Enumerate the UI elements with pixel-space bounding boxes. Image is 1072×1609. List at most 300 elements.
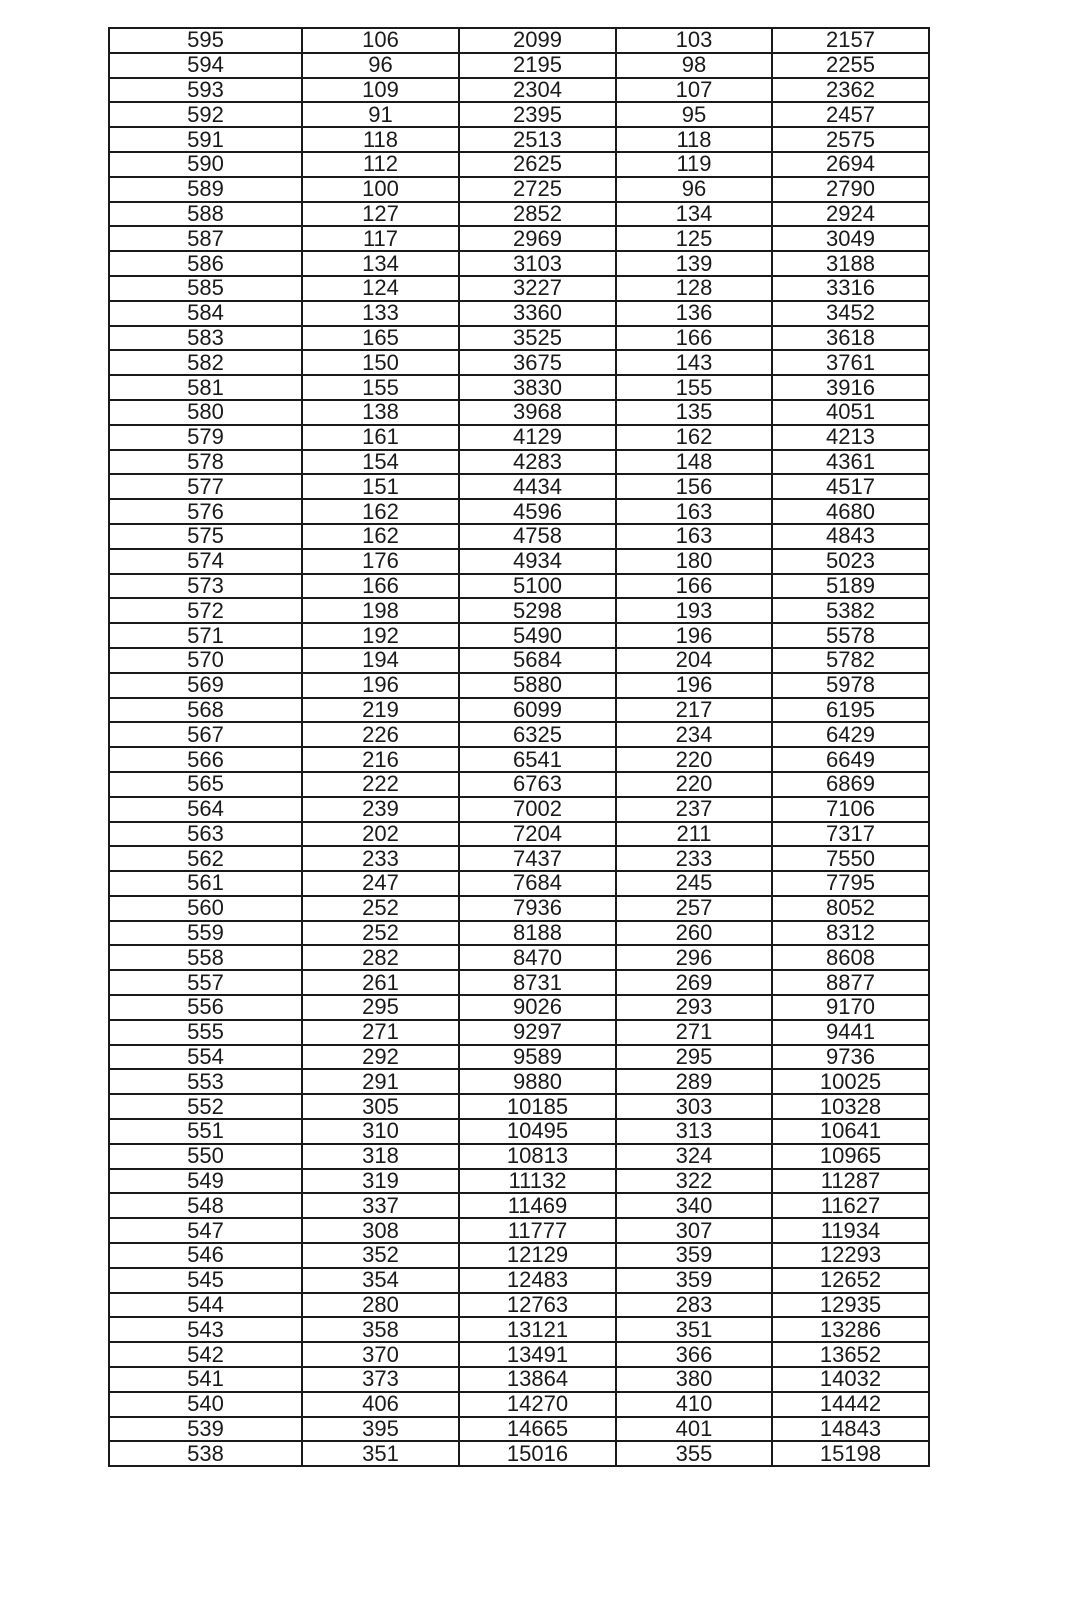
count-cell: 127 (302, 202, 459, 227)
cumulative-cell: 4129 (459, 425, 616, 450)
count-cell: 162 (302, 499, 459, 524)
count-cell-2: 135 (616, 400, 772, 425)
table-row (109, 698, 929, 723)
cumulative-cell: 5100 (459, 574, 616, 599)
cumulative-cell-2: 10328 (772, 1094, 929, 1119)
table-row (109, 1169, 929, 1194)
cumulative-cell-2: 9441 (772, 1020, 929, 1045)
count-cell-2: 245 (616, 871, 772, 896)
count-cell-2: 257 (616, 896, 772, 921)
count-cell-2: 143 (616, 350, 772, 375)
count-cell-2: 359 (616, 1243, 772, 1268)
count-cell-2: 163 (616, 524, 772, 549)
count-cell: 176 (302, 549, 459, 574)
score-table (108, 27, 930, 1467)
cumulative-cell: 9880 (459, 1069, 616, 1094)
count-cell-2: 196 (616, 673, 772, 698)
count-cell-2: 134 (616, 202, 772, 227)
count-cell-2: 355 (616, 1441, 772, 1466)
score-cell: 540 (109, 1392, 302, 1417)
count-cell: 252 (302, 896, 459, 921)
count-cell-2: 271 (616, 1020, 772, 1045)
score-cell: 567 (109, 722, 302, 747)
count-cell: 155 (302, 375, 459, 400)
table-row (109, 1119, 929, 1144)
score-cell: 576 (109, 499, 302, 524)
cumulative-cell: 8731 (459, 970, 616, 995)
cumulative-cell-2: 2362 (772, 78, 929, 103)
cumulative-cell: 11469 (459, 1193, 616, 1218)
count-cell-2: 269 (616, 970, 772, 995)
cumulative-cell: 12129 (459, 1243, 616, 1268)
cumulative-cell-2: 5978 (772, 673, 929, 698)
cumulative-cell-2: 3916 (772, 375, 929, 400)
cumulative-cell: 9589 (459, 1045, 616, 1070)
cumulative-cell: 3830 (459, 375, 616, 400)
count-cell: 202 (302, 822, 459, 847)
cumulative-cell-2: 6429 (772, 722, 929, 747)
cumulative-cell-2: 4680 (772, 499, 929, 524)
count-cell-2: 103 (616, 28, 772, 53)
score-cell: 557 (109, 970, 302, 995)
cumulative-cell-2: 4213 (772, 425, 929, 450)
cumulative-cell: 2395 (459, 102, 616, 127)
cumulative-cell-2: 14843 (772, 1417, 929, 1442)
score-cell: 545 (109, 1268, 302, 1293)
table-row (109, 623, 929, 648)
score-cell: 550 (109, 1144, 302, 1169)
count-cell: 292 (302, 1045, 459, 1070)
table-row (109, 970, 929, 995)
cumulative-cell: 10813 (459, 1144, 616, 1169)
table-row (109, 474, 929, 499)
cumulative-cell: 11777 (459, 1218, 616, 1243)
cumulative-cell: 4283 (459, 450, 616, 475)
cumulative-cell: 12483 (459, 1268, 616, 1293)
score-cell: 541 (109, 1367, 302, 1392)
cumulative-cell-2: 3049 (772, 226, 929, 251)
table-row (109, 1268, 929, 1293)
cumulative-cell-2: 5189 (772, 574, 929, 599)
table-row (109, 598, 929, 623)
table-row (109, 846, 929, 871)
score-cell: 553 (109, 1069, 302, 1094)
cumulative-cell: 9026 (459, 995, 616, 1020)
table-row (109, 28, 929, 53)
count-cell: 354 (302, 1268, 459, 1293)
score-cell: 584 (109, 301, 302, 326)
table-row (109, 1293, 929, 1318)
score-cell: 564 (109, 797, 302, 822)
cumulative-cell-2: 8312 (772, 921, 929, 946)
count-cell-2: 322 (616, 1169, 772, 1194)
count-cell: 196 (302, 673, 459, 698)
score-cell: 543 (109, 1317, 302, 1342)
cumulative-cell-2: 5782 (772, 648, 929, 673)
table-row (109, 102, 929, 127)
score-cell: 582 (109, 350, 302, 375)
count-cell-2: 359 (616, 1268, 772, 1293)
score-cell: 542 (109, 1342, 302, 1367)
table-row (109, 177, 929, 202)
count-cell: 395 (302, 1417, 459, 1442)
count-cell-2: 324 (616, 1144, 772, 1169)
cumulative-cell-2: 15198 (772, 1441, 929, 1466)
count-cell-2: 211 (616, 822, 772, 847)
score-cell: 561 (109, 871, 302, 896)
cumulative-cell-2: 6649 (772, 747, 929, 772)
cumulative-cell-2: 14032 (772, 1367, 929, 1392)
score-cell: 580 (109, 400, 302, 425)
table-row (109, 896, 929, 921)
count-cell: 247 (302, 871, 459, 896)
score-cell: 558 (109, 945, 302, 970)
count-cell-2: 139 (616, 251, 772, 276)
cumulative-cell-2: 10965 (772, 1144, 929, 1169)
count-cell-2: 107 (616, 78, 772, 103)
count-cell: 373 (302, 1367, 459, 1392)
count-cell: 194 (302, 648, 459, 673)
cumulative-cell-2: 11287 (772, 1169, 929, 1194)
score-cell: 566 (109, 747, 302, 772)
count-cell-2: 410 (616, 1392, 772, 1417)
table-row (109, 425, 929, 450)
score-cell: 539 (109, 1417, 302, 1442)
score-cell: 565 (109, 772, 302, 797)
count-cell: 308 (302, 1218, 459, 1243)
score-cell: 574 (109, 549, 302, 574)
count-cell: 109 (302, 78, 459, 103)
table-row (109, 921, 929, 946)
count-cell: 151 (302, 474, 459, 499)
count-cell-2: 340 (616, 1193, 772, 1218)
count-cell: 112 (302, 152, 459, 177)
count-cell: 100 (302, 177, 459, 202)
count-cell-2: 220 (616, 772, 772, 797)
cumulative-cell-2: 9736 (772, 1045, 929, 1070)
cumulative-cell: 15016 (459, 1441, 616, 1466)
count-cell-2: 204 (616, 648, 772, 673)
cumulative-cell: 3675 (459, 350, 616, 375)
table-row (109, 822, 929, 847)
score-cell: 573 (109, 574, 302, 599)
score-cell: 556 (109, 995, 302, 1020)
table-row (109, 499, 929, 524)
table-row (109, 127, 929, 152)
score-cell: 538 (109, 1441, 302, 1466)
table-row (109, 251, 929, 276)
cumulative-cell: 12763 (459, 1293, 616, 1318)
table-row (109, 1342, 929, 1367)
cumulative-cell-2: 2157 (772, 28, 929, 53)
cumulative-cell: 6325 (459, 722, 616, 747)
count-cell: 133 (302, 301, 459, 326)
count-cell-2: 196 (616, 623, 772, 648)
cumulative-cell-2: 13652 (772, 1342, 929, 1367)
cumulative-cell-2: 5578 (772, 623, 929, 648)
count-cell: 351 (302, 1441, 459, 1466)
cumulative-cell-2: 3618 (772, 326, 929, 351)
count-cell-2: 313 (616, 1119, 772, 1144)
count-cell-2: 293 (616, 995, 772, 1020)
table-row (109, 574, 929, 599)
cumulative-cell: 6099 (459, 698, 616, 723)
score-cell: 587 (109, 226, 302, 251)
cumulative-cell: 5298 (459, 598, 616, 623)
count-cell: 96 (302, 53, 459, 78)
cumulative-cell-2: 7106 (772, 797, 929, 822)
count-cell: 124 (302, 276, 459, 301)
score-cell: 592 (109, 102, 302, 127)
cumulative-cell: 2099 (459, 28, 616, 53)
score-cell: 560 (109, 896, 302, 921)
cumulative-cell-2: 5023 (772, 549, 929, 574)
count-cell-2: 380 (616, 1367, 772, 1392)
count-cell: 226 (302, 722, 459, 747)
count-cell-2: 260 (616, 921, 772, 946)
cumulative-cell: 7204 (459, 822, 616, 847)
cumulative-cell: 7002 (459, 797, 616, 822)
cumulative-cell-2: 2790 (772, 177, 929, 202)
count-cell: 352 (302, 1243, 459, 1268)
count-cell: 106 (302, 28, 459, 53)
table-row (109, 202, 929, 227)
count-cell-2: 162 (616, 425, 772, 450)
cumulative-cell-2: 2255 (772, 53, 929, 78)
cumulative-cell: 6541 (459, 747, 616, 772)
score-table-body (109, 28, 929, 1466)
count-cell-2: 351 (616, 1317, 772, 1342)
count-cell-2: 136 (616, 301, 772, 326)
table-row (109, 549, 929, 574)
table-row (109, 722, 929, 747)
count-cell-2: 166 (616, 326, 772, 351)
table-row (109, 1069, 929, 1094)
cumulative-cell: 3525 (459, 326, 616, 351)
count-cell-2: 96 (616, 177, 772, 202)
table-row (109, 747, 929, 772)
cumulative-cell-2: 3761 (772, 350, 929, 375)
table-row (109, 524, 929, 549)
count-cell: 271 (302, 1020, 459, 1045)
score-cell: 590 (109, 152, 302, 177)
cumulative-cell: 2513 (459, 127, 616, 152)
count-cell: 318 (302, 1144, 459, 1169)
score-cell: 570 (109, 648, 302, 673)
cumulative-cell-2: 12293 (772, 1243, 929, 1268)
table-row (109, 1367, 929, 1392)
count-cell-2: 237 (616, 797, 772, 822)
table-row (109, 226, 929, 251)
cumulative-cell: 8188 (459, 921, 616, 946)
cumulative-cell-2: 4843 (772, 524, 929, 549)
count-cell: 310 (302, 1119, 459, 1144)
cumulative-cell: 13121 (459, 1317, 616, 1342)
count-cell-2: 95 (616, 102, 772, 127)
count-cell: 282 (302, 945, 459, 970)
cumulative-cell: 4596 (459, 499, 616, 524)
score-cell: 583 (109, 326, 302, 351)
score-cell: 562 (109, 846, 302, 871)
table-row (109, 152, 929, 177)
score-cell: 548 (109, 1193, 302, 1218)
count-cell-2: 307 (616, 1218, 772, 1243)
cumulative-cell: 2969 (459, 226, 616, 251)
count-cell: 216 (302, 747, 459, 772)
cumulative-cell: 14270 (459, 1392, 616, 1417)
table-row (109, 276, 929, 301)
count-cell-2: 217 (616, 698, 772, 723)
count-cell-2: 303 (616, 1094, 772, 1119)
score-cell: 595 (109, 28, 302, 53)
count-cell: 138 (302, 400, 459, 425)
score-cell: 577 (109, 474, 302, 499)
cumulative-cell: 7437 (459, 846, 616, 871)
cumulative-cell: 8470 (459, 945, 616, 970)
count-cell: 295 (302, 995, 459, 1020)
table-row (109, 797, 929, 822)
cumulative-cell: 4758 (459, 524, 616, 549)
count-cell-2: 401 (616, 1417, 772, 1442)
table-row (109, 1020, 929, 1045)
count-cell: 261 (302, 970, 459, 995)
table-row (109, 1144, 929, 1169)
cumulative-cell: 4434 (459, 474, 616, 499)
cumulative-cell: 2304 (459, 78, 616, 103)
count-cell: 161 (302, 425, 459, 450)
table-row (109, 1392, 929, 1417)
cumulative-cell: 3103 (459, 251, 616, 276)
count-cell: 154 (302, 450, 459, 475)
cumulative-cell: 2852 (459, 202, 616, 227)
cumulative-cell-2: 2924 (772, 202, 929, 227)
count-cell: 280 (302, 1293, 459, 1318)
count-cell-2: 220 (616, 747, 772, 772)
score-cell: 572 (109, 598, 302, 623)
score-cell: 546 (109, 1243, 302, 1268)
count-cell: 406 (302, 1392, 459, 1417)
table-row (109, 1218, 929, 1243)
table-row (109, 772, 929, 797)
score-cell: 594 (109, 53, 302, 78)
score-cell: 581 (109, 375, 302, 400)
table-row (109, 78, 929, 103)
table-row (109, 1317, 929, 1342)
cumulative-cell: 3227 (459, 276, 616, 301)
cumulative-cell-2: 7317 (772, 822, 929, 847)
cumulative-cell-2: 8052 (772, 896, 929, 921)
score-cell: 569 (109, 673, 302, 698)
score-cell: 563 (109, 822, 302, 847)
count-cell-2: 233 (616, 846, 772, 871)
count-cell: 134 (302, 251, 459, 276)
cumulative-cell: 6763 (459, 772, 616, 797)
score-cell: 588 (109, 202, 302, 227)
score-cell: 591 (109, 127, 302, 152)
count-cell-2: 166 (616, 574, 772, 599)
score-cell: 589 (109, 177, 302, 202)
cumulative-cell-2: 4517 (772, 474, 929, 499)
cumulative-cell-2: 10025 (772, 1069, 929, 1094)
count-cell: 91 (302, 102, 459, 127)
table-row (109, 945, 929, 970)
score-cell: 593 (109, 78, 302, 103)
count-cell: 165 (302, 326, 459, 351)
score-cell: 544 (109, 1293, 302, 1318)
count-cell-2: 119 (616, 152, 772, 177)
cumulative-cell-2: 3316 (772, 276, 929, 301)
cumulative-cell: 9297 (459, 1020, 616, 1045)
cumulative-cell: 5684 (459, 648, 616, 673)
count-cell: 233 (302, 846, 459, 871)
cumulative-cell-2: 12652 (772, 1268, 929, 1293)
cumulative-cell: 2195 (459, 53, 616, 78)
table-row (109, 1441, 929, 1466)
count-cell-2: 148 (616, 450, 772, 475)
count-cell: 118 (302, 127, 459, 152)
count-cell: 239 (302, 797, 459, 822)
score-cell: 586 (109, 251, 302, 276)
cumulative-cell: 11132 (459, 1169, 616, 1194)
count-cell-2: 234 (616, 722, 772, 747)
count-cell: 150 (302, 350, 459, 375)
table-row (109, 673, 929, 698)
count-cell: 358 (302, 1317, 459, 1342)
count-cell: 370 (302, 1342, 459, 1367)
cumulative-cell-2: 13286 (772, 1317, 929, 1342)
cumulative-cell-2: 3188 (772, 251, 929, 276)
score-cell: 571 (109, 623, 302, 648)
cumulative-cell-2: 7795 (772, 871, 929, 896)
cumulative-cell-2: 11627 (772, 1193, 929, 1218)
cumulative-cell-2: 5382 (772, 598, 929, 623)
cumulative-cell: 7684 (459, 871, 616, 896)
cumulative-cell-2: 8608 (772, 945, 929, 970)
score-cell: 579 (109, 425, 302, 450)
count-cell: 117 (302, 226, 459, 251)
score-cell: 568 (109, 698, 302, 723)
count-cell: 305 (302, 1094, 459, 1119)
table-row (109, 301, 929, 326)
table-row (109, 400, 929, 425)
cumulative-cell-2: 2575 (772, 127, 929, 152)
count-cell: 198 (302, 598, 459, 623)
cumulative-cell-2: 4361 (772, 450, 929, 475)
table-row (109, 1193, 929, 1218)
count-cell-2: 366 (616, 1342, 772, 1367)
count-cell-2: 118 (616, 127, 772, 152)
table-row (109, 375, 929, 400)
cumulative-cell: 13864 (459, 1367, 616, 1392)
cumulative-cell-2: 14442 (772, 1392, 929, 1417)
table-row (109, 326, 929, 351)
cumulative-cell-2: 8877 (772, 970, 929, 995)
table-row (109, 1243, 929, 1268)
table-row (109, 53, 929, 78)
score-cell: 554 (109, 1045, 302, 1070)
count-cell-2: 125 (616, 226, 772, 251)
table-row (109, 350, 929, 375)
score-cell: 578 (109, 450, 302, 475)
count-cell: 252 (302, 921, 459, 946)
cumulative-cell-2: 11934 (772, 1218, 929, 1243)
score-cell: 552 (109, 1094, 302, 1119)
cumulative-cell: 10495 (459, 1119, 616, 1144)
count-cell-2: 98 (616, 53, 772, 78)
table-row (109, 871, 929, 896)
count-cell-2: 193 (616, 598, 772, 623)
cumulative-cell: 2625 (459, 152, 616, 177)
